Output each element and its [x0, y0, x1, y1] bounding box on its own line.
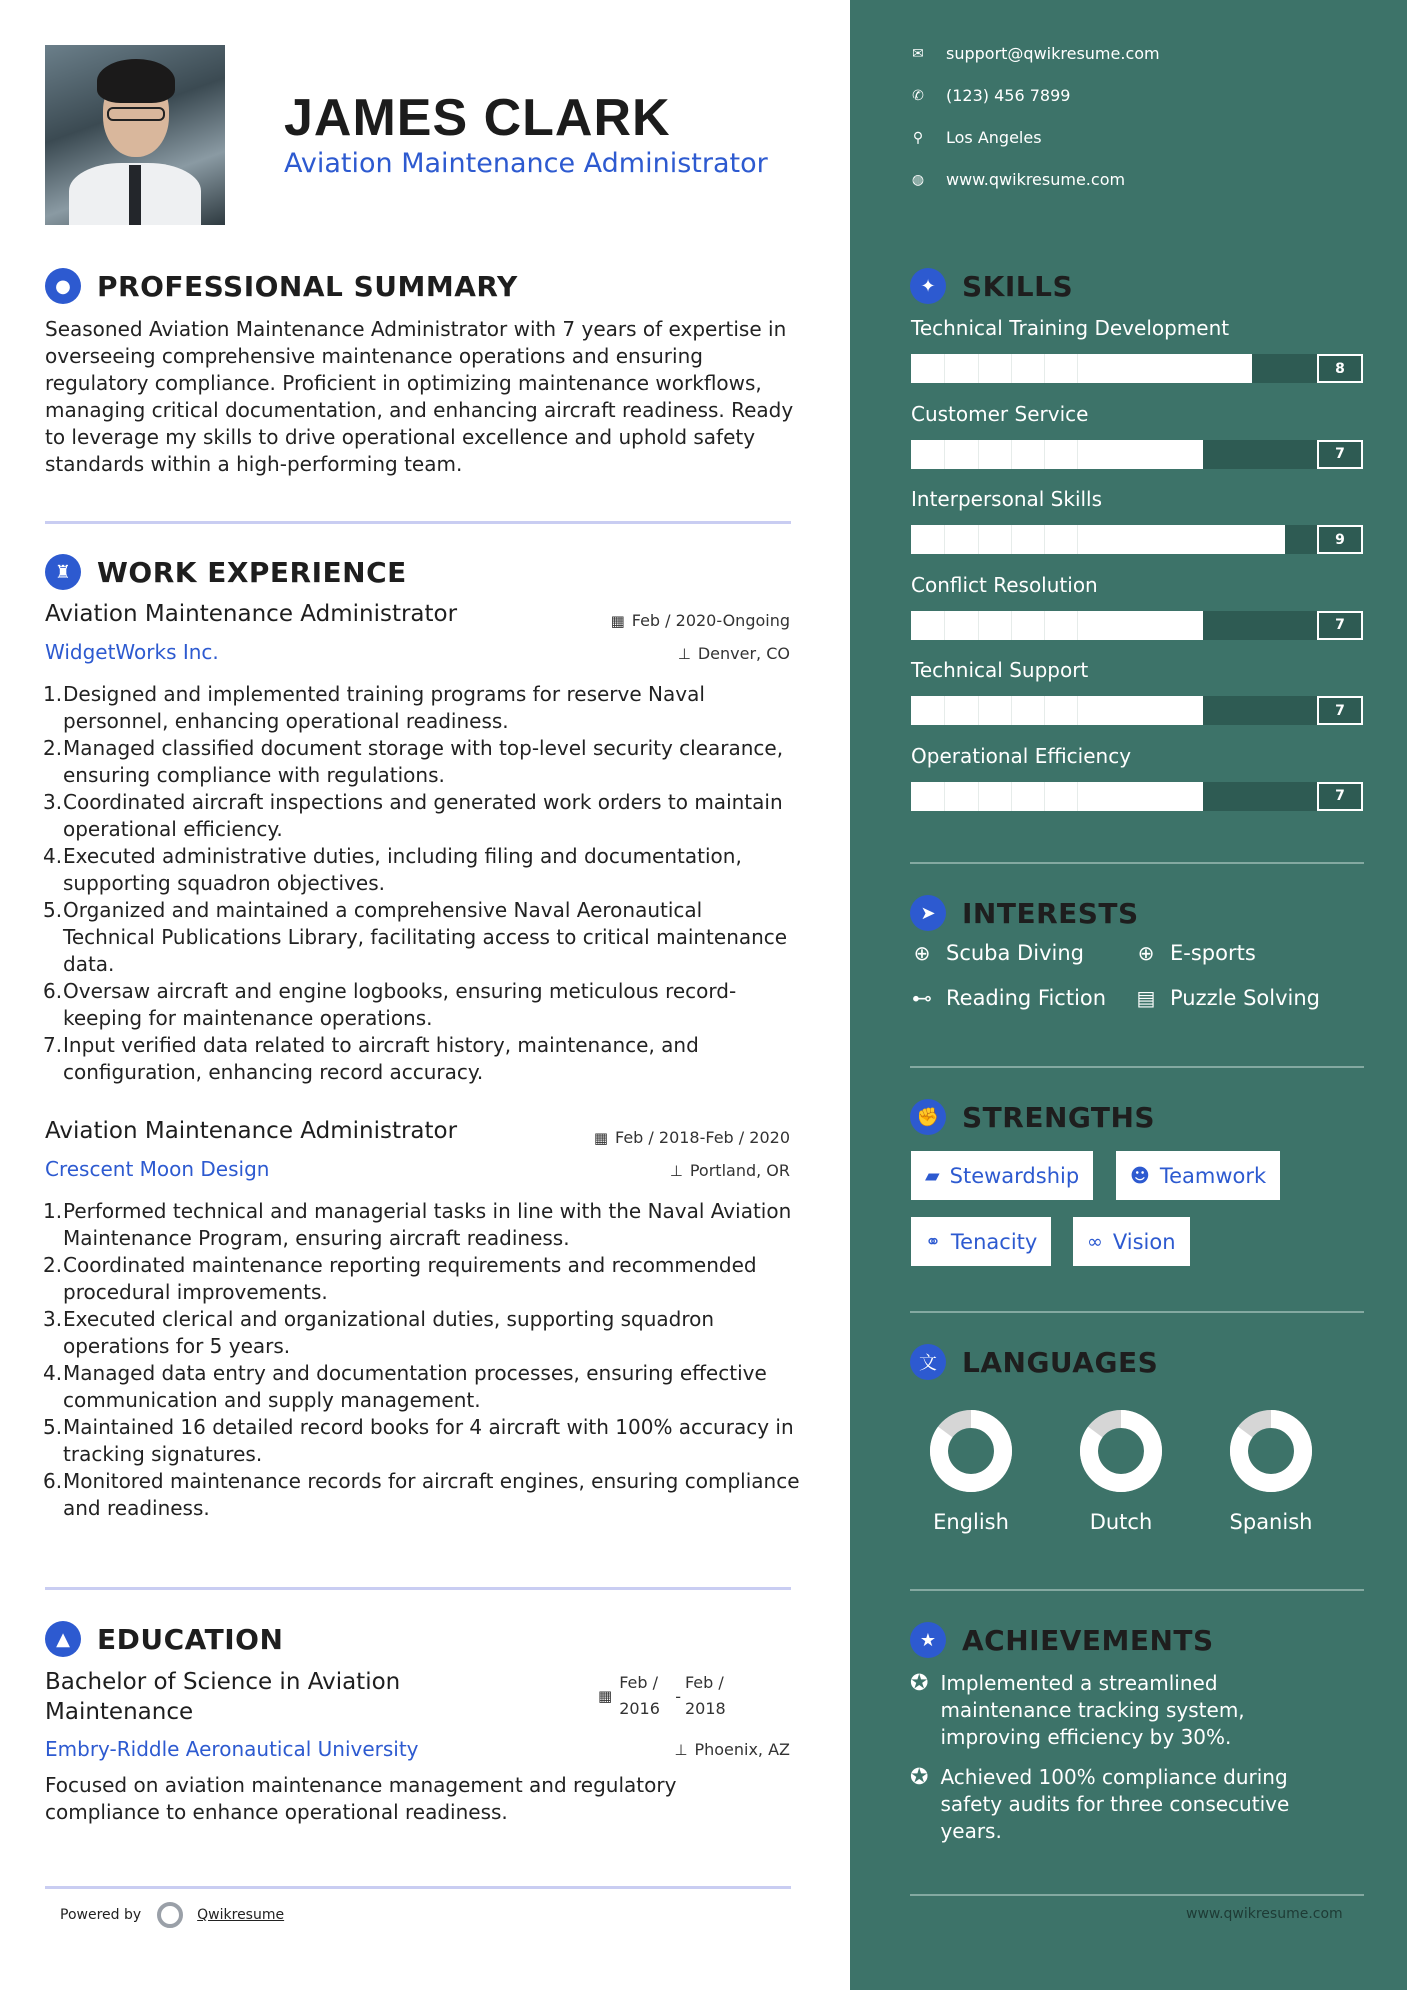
achievement-item — [910, 1764, 1330, 1845]
strength-chip — [911, 1151, 1093, 1200]
list-item: 2. Coordinated maintenance reporting requirements and recommended procedural improvements. — [43, 1253, 757, 1304]
job-responsibilities — [45, 1198, 800, 1522]
calendar-icon: ▦ — [610, 612, 625, 630]
skills-header — [910, 268, 1073, 304]
gamepad-icon: ⊷ — [912, 986, 932, 1010]
education-date — [598, 1670, 733, 1722]
language-level-donut — [929, 1409, 1013, 1493]
language-label: Spanish — [1229, 1510, 1313, 1534]
strength-label: Teamwork — [1159, 1163, 1267, 1188]
list-item: 1. Performed technical and managerial tasks in line with the Naval Aviation Maintenance Program, ensuring aircraft readiness. — [43, 1199, 792, 1250]
list-item-text: Monitored maintenance records for aircraft engines, ensuring compliance and readiness. — [63, 1469, 800, 1520]
strengths-title: STRENGTHS — [962, 1100, 1156, 1134]
interest-label: Puzzle Solving — [1170, 986, 1320, 1010]
list-item: 5. Maintained 16 detailed record books for 4 aircraft with 100% accuracy in tracking signatures. — [43, 1415, 794, 1466]
divider — [910, 1311, 1364, 1313]
interest-label: Reading Fiction — [946, 986, 1107, 1010]
summary-title: PROFESSIONAL SUMMARY — [97, 269, 518, 303]
briefcase-icon: ▰ — [925, 1164, 940, 1187]
achievement-text: Achieved 100% compliance during safety audits for three consecutive years. — [940, 1765, 1290, 1843]
list-item: 4. Executed administrative duties, including filing and documentation, supporting squadron objectives. — [43, 844, 742, 895]
list-item-text: Managed classified document storage with top-level security clearance, ensuring compliance with regulations. — [63, 736, 784, 787]
list-item-text: Executed administrative duties, including filing and documentation, supporting squadron objectives. — [63, 844, 742, 895]
skill-level-badge: 7 — [1317, 440, 1363, 469]
experience-header — [45, 554, 407, 590]
skill-label: Technical Training Development — [911, 316, 1230, 340]
strength-label: Stewardship — [949, 1163, 1080, 1188]
job-company: Crescent Moon Design — [45, 1157, 270, 1181]
divider — [910, 1589, 1364, 1591]
list-item: 1. Designed and implemented training programs for reserve Naval personnel, enhancing operational readiness. — [43, 682, 705, 733]
achievements-header — [910, 1622, 1214, 1658]
list-item-text: Input verified data related to aircraft history, maintenance, and configuration, enhancing record accuracy. — [63, 1033, 699, 1084]
qwikresume-logo-icon — [157, 1902, 183, 1928]
skill-fill — [911, 611, 1203, 640]
candidate-role: Aviation Maintenance Administrator — [284, 148, 768, 179]
date-end: Feb / 2018 — [684, 1673, 726, 1718]
skill-level-badge: 8 — [1317, 354, 1363, 383]
skill-level-badge: 7 — [1317, 611, 1363, 640]
list-item-text: Oversaw aircraft and engine logbooks, ensuring meticulous record-keeping for maintenance operations. — [63, 979, 737, 1030]
candidate-name: JAMES CLARK — [284, 89, 671, 147]
skill-bar — [911, 611, 1317, 640]
location-text: Los Angeles — [946, 128, 1042, 147]
pin-icon: ⊥ — [677, 645, 691, 663]
job-date-text: Feb / 2018-Feb / 2020 — [615, 1128, 790, 1147]
phone-icon: ✆ — [912, 87, 924, 104]
job-title: Aviation Maintenance Administrator — [45, 601, 458, 627]
graduation-cap-icon: ▲ — [45, 1621, 81, 1657]
job-date — [594, 1128, 790, 1147]
interests-header — [910, 895, 1139, 931]
experience-title: WORK EXPERIENCE — [97, 555, 407, 589]
footer-website[interactable]: www.qwikresume.com — [1186, 1906, 1343, 1922]
website-text: www.qwikresume.com — [946, 170, 1126, 189]
achievement-text: Implemented a streamlined maintenance tracking system, improving efficiency by 30%. — [940, 1671, 1245, 1749]
divider — [45, 1587, 791, 1590]
chair-icon: ♜ — [45, 554, 81, 590]
job-responsibilities — [45, 681, 790, 1086]
skill-label: Operational Efficiency — [911, 743, 1132, 768]
languages-header — [910, 1344, 1158, 1380]
divider — [910, 862, 1364, 864]
education-location — [674, 1740, 790, 1759]
achievement-item — [910, 1670, 1330, 1751]
award-star-icon: ★ — [910, 1622, 946, 1658]
degree-title: Bachelor of Science in Aviation Maintenance — [45, 1669, 401, 1725]
job-company: WidgetWorks Inc. — [45, 640, 219, 664]
skill-level-badge: 7 — [1317, 782, 1363, 811]
divider — [910, 1066, 1364, 1068]
star-icon: ✪ — [910, 1671, 929, 1696]
interest-item — [910, 941, 1084, 965]
job-location — [678, 644, 790, 663]
skill-bar — [911, 440, 1317, 469]
powered-by — [60, 1902, 284, 1928]
brand-link[interactable]: Qwikresume — [197, 1907, 285, 1923]
list-item: 5. Organized and maintained a comprehensive Naval Aeronautical Technical Publications Library, facilitating access to critical maintenance data. — [43, 898, 788, 976]
language-level-donut — [1229, 1409, 1313, 1493]
language-level-donut — [1079, 1409, 1163, 1493]
date-start: Feb / 2016 — [619, 1673, 660, 1718]
list-item: 3. Coordinated aircraft inspections and generated work orders to maintain operational efficiency. — [43, 790, 783, 841]
summary-header — [45, 268, 518, 304]
contact-email[interactable] — [910, 44, 1160, 63]
interest-label: Scuba Diving — [946, 941, 1084, 965]
list-item-text: Designed and implemented training programs for reserve Naval personnel, enhancing operational readiness. — [63, 682, 705, 733]
user-icon: ● — [45, 268, 81, 304]
skill-label: Interpersonal Skills — [911, 487, 1103, 511]
book-icon: ▤ — [1136, 986, 1156, 1010]
fist-icon: ✊ — [910, 1099, 946, 1135]
pin-icon: ⊥ — [674, 1741, 688, 1759]
languages-title: LANGUAGES — [962, 1345, 1159, 1379]
calendar-icon: ▦ — [593, 1129, 608, 1147]
interest-item — [1134, 986, 1320, 1010]
education-text: Focused on aviation maintenance management and regulatory compliance to enhance operational readiness. — [45, 1773, 677, 1824]
job-location — [670, 1161, 790, 1180]
list-item-text: Coordinated aircraft inspections and generated work orders to maintain operational efficiency. — [63, 790, 783, 841]
list-item: 6. Monitored maintenance records for aircraft engines, ensuring compliance and readiness. — [43, 1469, 800, 1520]
link-icon: ⚭ — [925, 1230, 941, 1253]
users-icon: ☻ — [1130, 1164, 1150, 1187]
education-header — [45, 1621, 283, 1657]
strength-label: Tenacity — [950, 1229, 1038, 1254]
job-title: Aviation Maintenance Administrator — [45, 1118, 458, 1144]
skill-fill — [911, 782, 1203, 811]
skill-fill — [911, 354, 1252, 383]
paper-plane-icon: ➤ — [910, 895, 946, 931]
interest-item — [1134, 941, 1256, 965]
map-pin-icon: ⚲ — [912, 129, 924, 146]
job-date-text: Feb / 2020-Ongoing — [631, 611, 790, 630]
envelope-icon: ✉ — [912, 45, 924, 62]
skill-level-badge: 7 — [1317, 696, 1363, 725]
list-item-text: Maintained 16 detailed record books for 4 aircraft with 100% accuracy in tracking signatures. — [63, 1415, 794, 1466]
interest-label: E-sports — [1170, 941, 1256, 965]
contact-location — [910, 128, 1042, 147]
list-item: 2. Managed classified document storage with top-level security clearance, ensuring compliance with regulations. — [43, 736, 784, 787]
life-ring-icon: ⊕ — [1137, 941, 1155, 965]
skill-level-badge: 9 — [1317, 525, 1363, 554]
divider — [910, 1894, 1364, 1896]
education-title: EDUCATION — [97, 1622, 284, 1656]
divider — [45, 521, 791, 524]
list-item-text: Managed data entry and documentation processes, ensuring effective communication and supply management. — [63, 1361, 767, 1412]
profile-photo — [45, 45, 225, 225]
strength-chip — [911, 1217, 1051, 1266]
list-item-text: Performed technical and managerial tasks in line with the Naval Aviation Maintenance Program, ensuring aircraft readiness. — [63, 1199, 792, 1250]
list-item: 3. Executed clerical and organizational duties, supporting squadron operations for 5 years. — [43, 1307, 715, 1358]
skill-bar — [911, 525, 1317, 554]
globe-icon: ◍ — [911, 171, 925, 188]
job-location-text: Denver, CO — [697, 644, 790, 663]
skill-fill — [911, 525, 1285, 554]
skill-bar — [911, 354, 1317, 383]
job-location-text: Portland, OR — [689, 1161, 790, 1180]
interests-title: INTERESTS — [962, 896, 1139, 930]
achievements-title: ACHIEVEMENTS — [962, 1623, 1214, 1657]
school-name: Embry-Riddle Aeronautical University — [45, 1737, 419, 1761]
email-text: support@qwikresume.com — [946, 44, 1160, 63]
skill-bar — [911, 782, 1317, 811]
list-item: 4. Managed data entry and documentation processes, ensuring effective communication and supply management. — [43, 1361, 767, 1412]
skill-bar — [911, 696, 1317, 725]
strength-chip — [1073, 1217, 1190, 1266]
strength-label: Vision — [1112, 1229, 1176, 1254]
interest-item — [910, 986, 1106, 1010]
job-date — [611, 611, 790, 630]
contact-website[interactable] — [910, 170, 1125, 189]
calendar-icon: ▦ — [598, 1687, 613, 1705]
strength-chip — [1116, 1151, 1280, 1200]
language-icon: 文 — [910, 1344, 946, 1380]
date-separator: - — [675, 1686, 681, 1706]
list-item: 7. Input verified data related to aircraft history, maintenance, and configuration, enhancing record accuracy. — [43, 1033, 699, 1084]
lightbulb-icon: ✦ — [910, 268, 946, 304]
divider — [45, 1886, 791, 1889]
list-item-text: Organized and maintained a comprehensive Naval Aeronautical Technical Publications Library, facilitating access to critical maintenance data. — [63, 898, 788, 976]
binoculars-icon: ∞ — [1087, 1230, 1103, 1253]
skill-label: Customer Service — [911, 401, 1089, 426]
summary-text: Seasoned Aviation Maintenance Administrator with 7 years of expertise in overseeing comprehensive maintenance operations and ensuring regulatory compliance. Proficient in optimizing maintenance workflows, managing critical documentation, and enhancing aircraft readiness. Ready to leverage my skills to drive operational excellence and uphold safety standards within a high-performing team. — [45, 317, 794, 476]
star-icon: ✪ — [910, 1765, 929, 1790]
skill-label: Technical Support — [911, 658, 1089, 682]
list-item: 6. Oversaw aircraft and engine logbooks, ensuring meticulous record-keeping for maintenance operations. — [43, 979, 737, 1030]
list-item-text: Executed clerical and organizational duties, supporting squadron operations for 5 years. — [63, 1307, 715, 1358]
skill-fill — [911, 440, 1203, 469]
language-label: English — [933, 1510, 1009, 1534]
skill-label: Conflict Resolution — [911, 572, 1098, 597]
list-item-text: Coordinated maintenance reporting requirements and recommended procedural improvements. — [63, 1253, 757, 1304]
contact-phone[interactable] — [910, 86, 1070, 105]
skill-fill — [911, 696, 1203, 725]
powered-by-text: Powered by — [60, 1907, 142, 1923]
education-location-text: Phoenix, AZ — [694, 1740, 790, 1759]
pin-icon: ⊥ — [669, 1162, 683, 1180]
skills-title: SKILLS — [962, 269, 1074, 303]
phone-text: (123) 456 7899 — [946, 86, 1071, 105]
strengths-header — [910, 1099, 1155, 1135]
life-ring-icon: ⊕ — [913, 941, 931, 965]
language-label: Dutch — [1089, 1510, 1153, 1534]
